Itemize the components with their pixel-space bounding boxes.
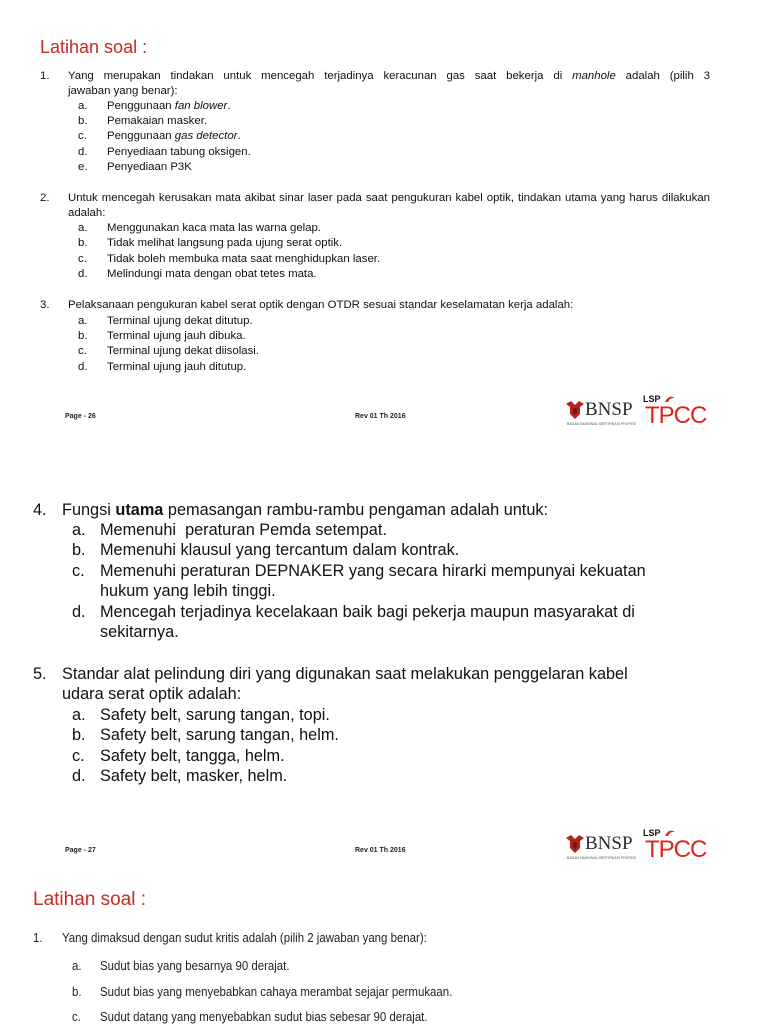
option-b: b. Safety belt, sarung tangan, helm. <box>72 726 339 744</box>
question-number: 2. <box>40 192 50 204</box>
option-a: a. Safety belt, sarung tangan, topi. <box>72 706 330 724</box>
footer-logos <box>565 830 713 866</box>
question-text: Yang merupakan tindakan untuk mencegah terjadinya keracunan gas saat bekerja di manhole adalah (pilih 3 jawaban yang benar): <box>68 70 710 97</box>
option-a: a. Menggunakan kaca mata las warna gelap. <box>78 222 322 234</box>
footer-page-number: Page - 27 <box>65 847 96 854</box>
question-number: 4. <box>33 501 47 519</box>
option-a: Sudut bias yang besarnya 90 derajat. <box>100 958 290 973</box>
option-d: d. Mencegah terjadinya kecelakaan baik bagi pekerja maupun masyarakat di sekitarnya. <box>72 603 635 642</box>
option-c: c. Terminal ujung dekat diisolasi. <box>78 345 259 357</box>
option-d: d. Terminal ujung jauh ditutup. <box>78 361 247 373</box>
option-c: Sudut datang yang menyebabkan sudut bias sebesar 90 derajat. <box>100 1009 428 1024</box>
page-heading: Latihan soal : <box>33 889 147 910</box>
option-d: d. Melindungi mata dengan obat tetes mata. <box>78 268 317 280</box>
option-c: c. Tidak boleh membuka mata saat menghidupkan laser. <box>78 253 381 265</box>
bnsp-logo-subtitle: BADAN NASIONAL SERTIFIKASI PROFESI <box>567 422 637 426</box>
option-a: a. Terminal ujung dekat ditutup. <box>78 315 253 327</box>
tpcc-logo-text: TPCC <box>645 402 707 429</box>
garuda-icon <box>565 832 585 854</box>
question-number: 1. <box>33 930 43 945</box>
lsp-logo-text: LSP <box>643 394 661 404</box>
footer-revision: Rev 01 Th 2016 <box>355 847 406 854</box>
tpcc-logo-text: TPCC <box>645 836 707 863</box>
question-number: 1. <box>40 70 50 82</box>
footer-revision: Rev 01 Th 2016 <box>355 413 406 420</box>
footer-logos <box>565 396 713 432</box>
option-d: d. Safety belt, masker, helm. <box>72 767 288 785</box>
question-text: Pelaksanaan pengukuran kabel serat optik dengan OTDR sesuai standar keselamatan kerja adalah: <box>68 299 574 311</box>
option-letter: b. <box>72 984 82 999</box>
option-a: a. Penggunaan fan blower. <box>78 100 231 112</box>
option-b: Sudut bias yang menyebabkan cahaya merambat sejajar permukaan. <box>100 984 453 999</box>
option-e: e. Penyediaan P3K <box>78 161 192 173</box>
option-c: c. Penggunaan gas detector. <box>78 130 241 142</box>
question-number: 5. <box>33 665 47 683</box>
question-text: Standar alat pelindung diri yang digunakan saat melakukan penggelaran kabel udara serat optik adalah: <box>62 665 628 704</box>
option-b: b. Memenuhi klausul yang tercantum dalam kontrak. <box>72 541 460 559</box>
bnsp-logo-text: BNSP <box>585 833 633 854</box>
bnsp-logo-text: BNSP <box>585 399 633 420</box>
question-text: Untuk mencegah kerusakan mata akibat sinar laser pada saat pengukuran kabel optik, tindakan utama yang harus dilakukan adalah: <box>68 192 710 219</box>
option-letter: c. <box>72 1009 81 1024</box>
page-heading: Latihan soal : <box>40 37 148 57</box>
option-b: b. Terminal ujung jauh dibuka. <box>78 330 246 342</box>
footer-page-number: Page - 26 <box>65 413 96 420</box>
question-text: Fungsi utama pemasangan rambu-rambu pengaman adalah untuk: <box>62 501 549 519</box>
option-a: a. Memenuhi peraturan Pemda setempat. <box>72 521 387 539</box>
lsp-logo-text: LSP <box>643 828 661 838</box>
question-text: Yang dimaksud dengan sudut kritis adalah (pilih 2 jawaban yang benar): <box>62 930 427 945</box>
option-letter: a. <box>72 958 82 973</box>
garuda-icon <box>565 398 585 420</box>
option-b: b. Tidak melihat langsung pada ujung serat optik. <box>78 237 343 249</box>
option-c: c. Safety belt, tangga, helm. <box>72 747 285 765</box>
option-b: b. Pemakaian masker. <box>78 115 208 127</box>
question-number: 3. <box>40 299 50 311</box>
bnsp-logo-subtitle: BADAN NASIONAL SERTIFIKASI PROFESI <box>567 856 637 860</box>
option-c: c. Memenuhi peraturan DEPNAKER yang secara hirarki mempunyai kekuatan hukum yang lebih tinggi. <box>72 562 646 601</box>
option-d: d. Penyediaan tabung oksigen. <box>78 146 251 158</box>
